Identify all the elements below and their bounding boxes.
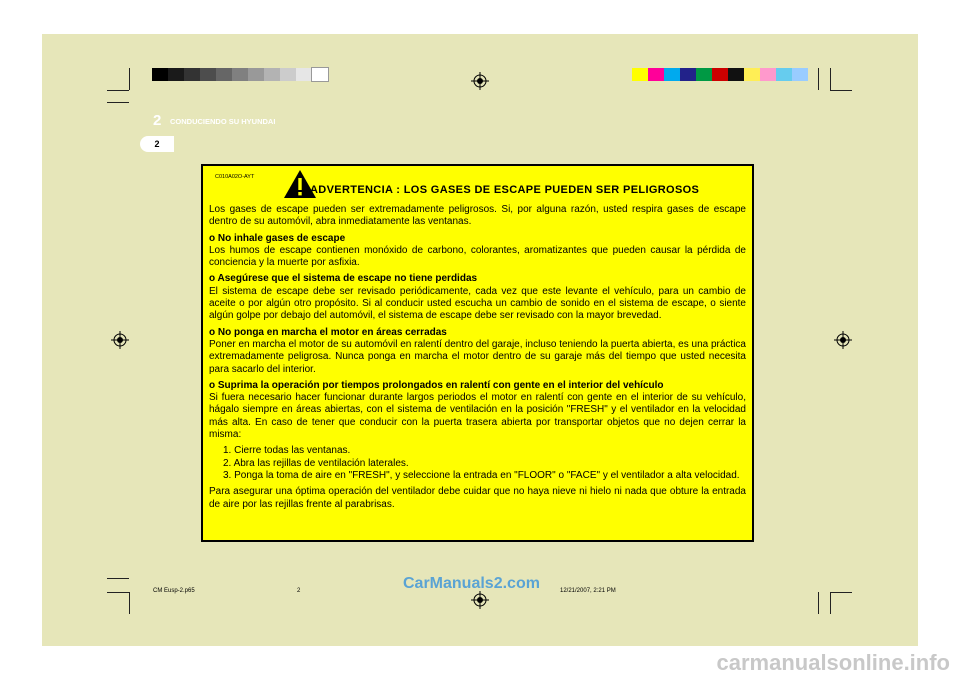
section-heading: o Suprima la operación por tiempos prolongados en ralentí con gente en el interior del vehículo xyxy=(209,379,664,391)
warning-content xyxy=(209,204,746,515)
warning-section xyxy=(209,327,746,376)
warning-section xyxy=(209,233,746,270)
crop-mark xyxy=(818,68,819,90)
color-swatch xyxy=(216,68,232,81)
warning-closing: Para asegurar una óptima operación del ventilador debe cuidar que no haya nieve ni hielo ni nada que obture la entrada de aire por las rejillas frente al parabrisas. xyxy=(209,486,746,510)
page-tab-bar xyxy=(174,140,918,148)
chapter-number: 2 xyxy=(153,112,162,129)
section-body: Los humos de escape contienen monóxido de carbono, colorantes, aromatizantes que pueden causar la pérdida de conciencia y la muerte por asfixia. xyxy=(209,244,746,269)
crop-mark xyxy=(830,90,852,91)
crop-mark xyxy=(818,592,819,614)
color-swatch xyxy=(200,68,216,81)
crop-mark xyxy=(107,592,129,593)
crop-mark xyxy=(107,102,129,103)
crop-mark xyxy=(129,68,130,90)
registration-mark-icon xyxy=(471,591,489,609)
color-swatch xyxy=(632,68,648,81)
footer-timestamp: 12/21/2007, 2:21 PM xyxy=(560,588,616,594)
section-body: Si fuera necesario hacer funcionar durante largos periodos el motor en ralentí con gente en el interior de su vehículo, hágalo siempre en áreas abiertas, con el sistema de ventilación en la posición "FRESH" y el ventilador en la velocidad más alta. En caso de tener que conducir con la puerta trasera abierta por transportar objetos que no dejen cerrar la misma: xyxy=(209,392,746,441)
crop-mark xyxy=(107,90,129,91)
registration-mark-icon xyxy=(471,72,489,90)
warning-intro: Los gases de escape pueden ser extremadamente peligrosos. Si, por alguna razón, usted respira gases de escape dentro de su automóvil, abra inmediatamente las ventanas. xyxy=(209,204,746,228)
watermark-secondary: carmanualsonline.info xyxy=(716,650,950,675)
warning-section xyxy=(209,273,746,322)
list-item: 1. Cierre todas las ventanas. xyxy=(223,445,351,457)
footer-file: CM Eusp-2.p65 xyxy=(153,588,195,594)
warning-section xyxy=(209,380,746,441)
color-swatch-strip xyxy=(632,68,808,81)
section-heading: o No ponga en marcha el motor en áreas cerradas xyxy=(209,326,447,338)
color-swatch xyxy=(232,68,248,81)
steps-list xyxy=(209,445,746,482)
list-item: 2. Abra las rejillas de ventilación laterales. xyxy=(223,457,409,469)
color-swatch xyxy=(184,68,200,81)
color-swatch xyxy=(296,68,312,81)
chapter-title: CONDUCIENDO SU HYUNDAI xyxy=(170,117,276,126)
color-swatch xyxy=(168,68,184,81)
list-item: 3. Ponga la toma de aire en "FRESH", y seleccione la entrada en "FLOOR" o "FACE" y el ventilador a alta velocidad. xyxy=(223,469,740,481)
color-swatch xyxy=(280,68,296,81)
watermark-primary: CarManuals2.com xyxy=(403,575,540,592)
section-heading: o No inhale gases de escape xyxy=(209,232,346,244)
crop-mark xyxy=(129,592,130,614)
color-swatch xyxy=(696,68,712,81)
color-swatch xyxy=(664,68,680,81)
registration-mark-icon xyxy=(111,331,129,349)
section-body: Poner en marcha el motor de su automóvil en ralentí dentro del garaje, incluso teniendo la puerta abierta, es una práctica extremadamente peligrosa. Nunca ponga en marcha el motor dentro de su garaje más del tiempo que usted necesita para sacarlo del interior. xyxy=(209,338,746,375)
page-number-tab: 2 xyxy=(140,136,174,152)
color-swatch xyxy=(264,68,280,81)
color-swatch xyxy=(744,68,760,81)
color-swatch xyxy=(648,68,664,81)
warning-code: C010A02O-AYT xyxy=(215,174,255,180)
crop-mark xyxy=(830,592,852,593)
crop-mark xyxy=(830,68,831,90)
color-swatch xyxy=(248,68,264,81)
warning-title: ADVERTENCIA : LOS GASES DE ESCAPE PUEDEN SER PELIGROSOS xyxy=(310,184,700,196)
color-swatch xyxy=(312,68,328,81)
color-swatch xyxy=(728,68,744,81)
gray-swatch-strip xyxy=(152,68,328,81)
color-swatch xyxy=(776,68,792,81)
color-swatch xyxy=(152,68,168,81)
footer-page: 2 xyxy=(297,588,301,594)
crop-mark xyxy=(830,592,831,614)
color-swatch xyxy=(760,68,776,81)
registration-mark-icon xyxy=(834,331,852,349)
color-swatch xyxy=(712,68,728,81)
warning-box xyxy=(201,164,754,542)
crop-mark xyxy=(107,578,129,579)
section-body: El sistema de escape debe ser revisado periódicamente, cada vez que este levante el vehículo, para un cambio de aceite o por algún otro propósito. Si al conducir usted escucha un cambio de sonido en el sistema de escape, o siente algún golpe por debajo del automóvil, el sistema de escape debe ser revisado con la mayor brevedad. xyxy=(209,285,746,322)
section-heading: o Asegúrese que el sistema de escape no tiene perdidas xyxy=(209,273,478,285)
color-swatch xyxy=(680,68,696,81)
color-swatch xyxy=(792,68,808,81)
